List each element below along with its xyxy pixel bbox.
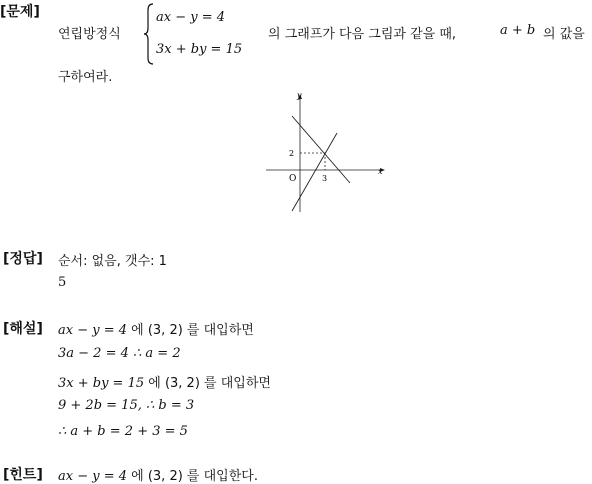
hint-line xyxy=(58,465,258,484)
solution-line xyxy=(58,346,181,361)
answer-value: 5 xyxy=(58,275,67,290)
coordinate-graph xyxy=(262,88,390,216)
solution-math: 3x + by = 15 xyxy=(58,376,145,391)
problem-tag: [문제] xyxy=(0,4,40,20)
hint-math: ax − y = 4 xyxy=(58,469,128,484)
problem-intro: 연립방정식 xyxy=(58,27,121,42)
solution-line xyxy=(58,319,254,338)
solution-math: ax − y = 4 xyxy=(58,323,128,338)
solution-tag: [해설] xyxy=(3,321,43,337)
hint-tag: [힌트] xyxy=(3,467,43,483)
equation-2: 3x + by = 15 xyxy=(156,42,243,57)
hint-text: 에 (3, 2) 를 대입한다. xyxy=(127,469,258,484)
left-brace-icon xyxy=(142,2,156,66)
line-3x-plus-by xyxy=(292,116,350,183)
solution-math: ∴ a + b = 2 + 3 = 5 xyxy=(58,424,188,439)
solution-math: 9 + 2b = 15, ∴ b = 3 xyxy=(58,398,195,413)
solution-line xyxy=(58,424,188,439)
solution-text: 에 (3, 2) 를 대입하면 xyxy=(144,376,271,391)
line-ax-minus-y xyxy=(292,133,337,211)
solution-line xyxy=(58,398,194,413)
solution-math: 3a − 2 = 4 ∴ a = 2 xyxy=(58,346,181,361)
solution-line xyxy=(58,372,271,391)
y-axis-label: y xyxy=(297,91,302,100)
x-axis-label: x xyxy=(378,167,383,176)
origin-label: O xyxy=(289,174,297,184)
solution-text: 에 (3, 2) 를 대입하면 xyxy=(127,323,254,338)
x-tick-label: 3 xyxy=(322,174,328,183)
equation-1: ax − y = 4 xyxy=(156,10,226,25)
equation-system xyxy=(142,2,262,66)
answer-meta: 순서: 없음, 갯수: 1 xyxy=(58,254,167,269)
problem-tail: 의 값을 xyxy=(543,27,585,42)
problem-after: 의 그래프가 다음 그림과 같을 때, xyxy=(268,27,457,42)
y-tick-label: 2 xyxy=(289,149,295,158)
answer-tag: [정답] xyxy=(3,251,43,267)
problem-expr: a + b xyxy=(500,23,536,38)
problem-line-2: 구하여라. xyxy=(58,70,113,85)
